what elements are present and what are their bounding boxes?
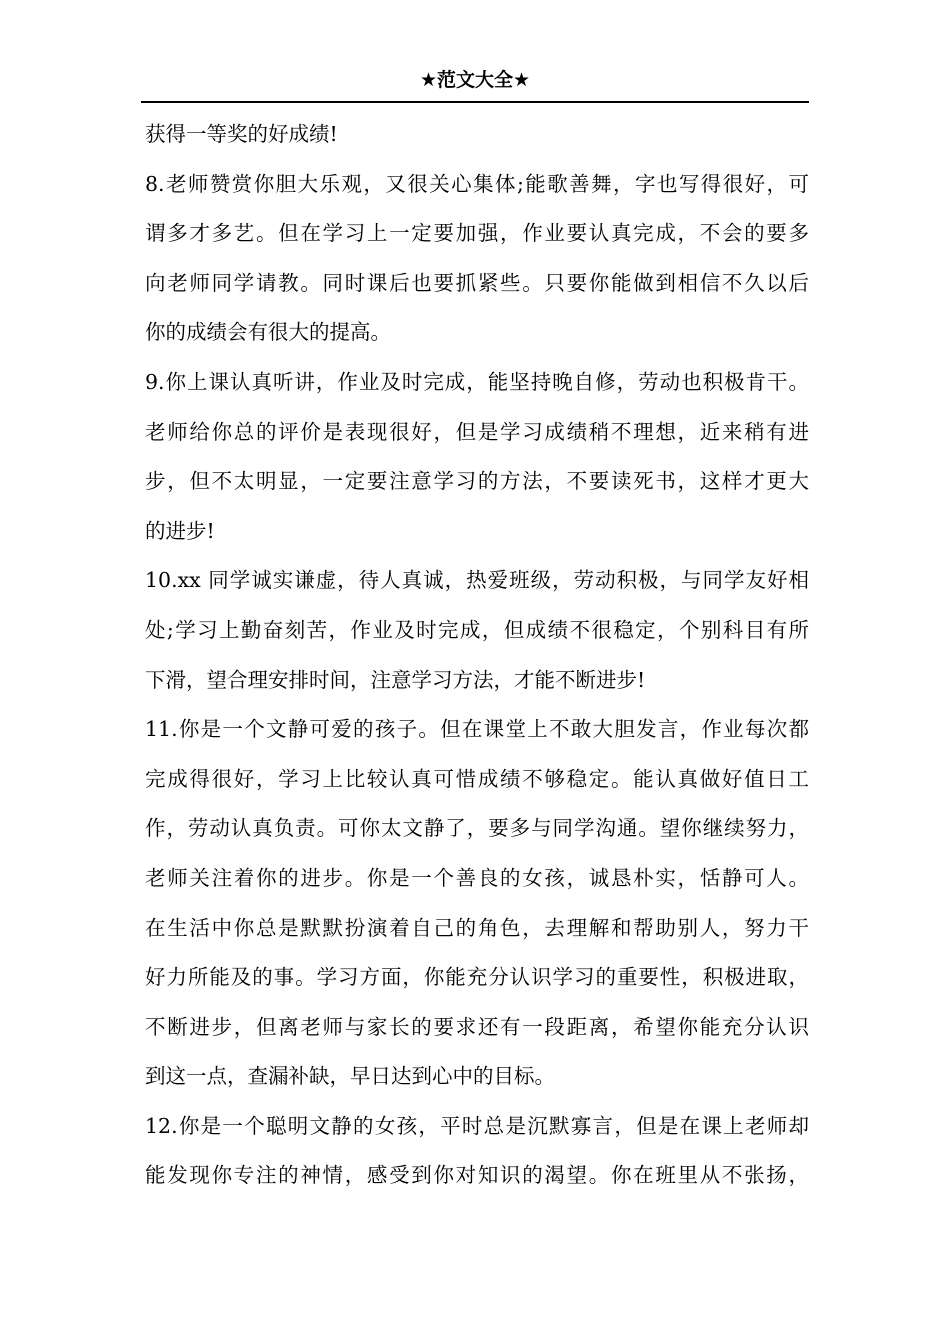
text-line: 作，劳动认真负责。可你太文静了，要多与同学沟通。望你继续努力， bbox=[145, 816, 809, 841]
text-line: 10.xx 同学诚实谦虚，待人真诚，热爱班级，劳动积极，与同学友好相 bbox=[145, 568, 809, 593]
text-line: 在生活中你总是默默扮演着自己的角色，去理解和帮助别人，努力干 bbox=[145, 915, 809, 940]
text-line: 12.你是一个聪明文静的女孩，平时总是沉默寡言，但是在课上老师却 bbox=[145, 1113, 809, 1138]
document-body bbox=[145, 110, 809, 1201]
text-line: 下滑，望合理安排时间，注意学习方法，才能不断进步! bbox=[145, 667, 646, 692]
text-line: 老师给你总的评价是表现很好，但是学习成绩稍不理想，近来稍有进 bbox=[145, 419, 809, 444]
text-line: 获得一等奖的好成绩! bbox=[145, 122, 338, 146]
page-header-title: ★范文大全★ bbox=[419, 69, 531, 91]
text-line: 能发现你专注的神情，感受到你对知识的渴望。你在班里从不张扬， bbox=[145, 1163, 809, 1188]
text-line: 完成得很好，学习上比较认真可惜成绩不够稳定。能认真做好值日工 bbox=[145, 766, 809, 791]
text-line: 步，但不太明显，一定要注意学习的方法，不要读死书，这样才更大 bbox=[145, 469, 809, 494]
text-line: 8.老师赞赏你胆大乐观，又很关心集体;能歌善舞，字也写得很好，可 bbox=[145, 171, 809, 196]
text-line: 的进步! bbox=[145, 518, 215, 543]
text-line: 9.你上课认真听讲，作业及时完成，能坚持晚自修，劳动也积极肯干。 bbox=[145, 369, 809, 394]
header-divider bbox=[141, 101, 809, 103]
text-line: 你的成绩会有很大的提高。 bbox=[145, 320, 391, 345]
text-line: 老师关注着你的进步。你是一个善良的女孩，诚恳朴实，恬静可人。 bbox=[145, 865, 809, 890]
text-line: 向老师同学请教。同时课后也要抓紧些。只要你能做到相信不久以后 bbox=[145, 270, 809, 295]
text-line: 处;学习上勤奋刻苦，作业及时完成，但成绩不很稳定，个别科目有所 bbox=[145, 617, 809, 642]
text-line: 好力所能及的事。学习方面，你能充分认识学习的重要性，积极进取， bbox=[145, 965, 809, 990]
text-line: 不断进步，但离老师与家长的要求还有一段距离，希望你能充分认识 bbox=[145, 1014, 809, 1039]
text-line: 谓多才多艺。但在学习上一定要加强，作业要认真完成，不会的要多 bbox=[145, 221, 809, 246]
text-line: 到这一点，查漏补缺，早日达到心中的目标。 bbox=[145, 1064, 555, 1089]
text-line: 11.你是一个文静可爱的孩子。但在课堂上不敢大胆发言，作业每次都 bbox=[145, 717, 809, 742]
